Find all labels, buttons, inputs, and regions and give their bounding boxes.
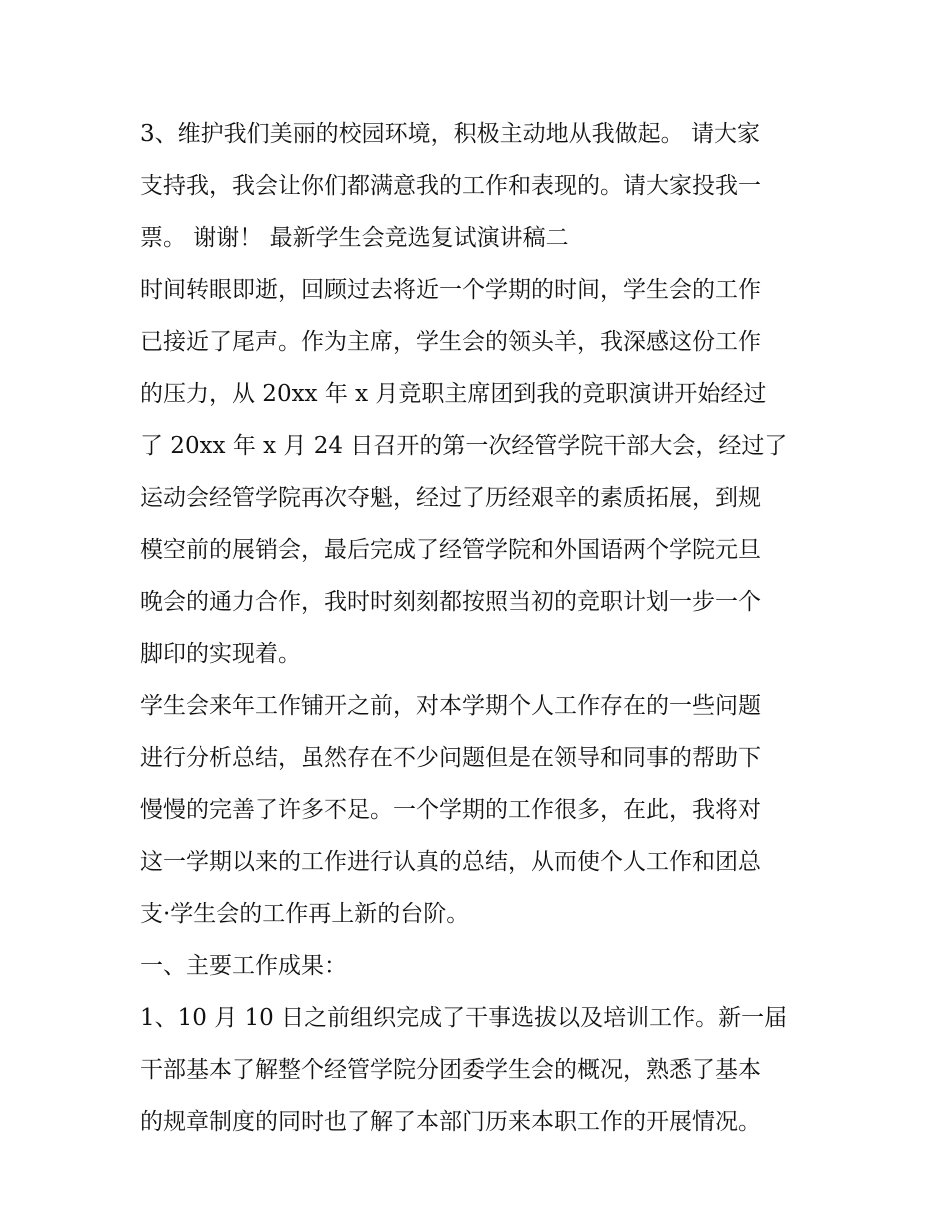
- text-line: 了 20xx 年 x 月 24 日召开的第一次经管学院干部大会，经过了: [140, 433, 788, 459]
- text-line: 已接近了尾声。作为主席，学生会的领头羊，我深感这份工作: [140, 329, 761, 355]
- text-line: 支·学生会的工作再上新的台阶。: [140, 901, 470, 927]
- text-line: 晚会的通力合作，我时时刻刻都按照当初的竞职计划一步一个: [140, 589, 761, 615]
- document-body: [140, 108, 820, 1148]
- text-line: 时间转眼即逝，回顾过去将近一个学期的时间，学生会的工作: [140, 277, 761, 303]
- text-line: 的压力，从 20xx 年 x 月竞职主席团到我的竞职演讲开始经过: [140, 381, 767, 407]
- text-line: 的规章制度的同时也了解了本部门历来本职工作的开展情况。: [140, 1109, 761, 1135]
- text-line: 运动会经管学院再次夺魁，经过了历经艰辛的素质拓展，到规: [140, 485, 761, 511]
- section-heading: 一、主要工作成果：: [140, 953, 347, 979]
- text-line: 1、10 月 10 日之前组织完成了干事选拔以及培训工作。新一届: [140, 1005, 788, 1031]
- text-line: 慢慢的完善了许多不足。一个学期的工作很多，在此，我将对: [140, 797, 761, 823]
- text-line: 模空前的展销会，最后完成了经管学院和外国语两个学院元旦: [140, 537, 761, 563]
- text-line: 票。 谢谢！ 最新学生会竞选复试演讲稿二: [140, 225, 569, 251]
- text-line: 3、维护我们美丽的校园环境，积极主动地从我做起。 请大家: [140, 121, 760, 147]
- text-line: 学生会来年工作铺开之前，对本学期个人工作存在的一些问题: [140, 693, 761, 719]
- text-line: 脚印的实现着。: [140, 641, 301, 667]
- text-line: 干部基本了解整个经管学院分团委学生会的概况，熟悉了基本: [140, 1057, 761, 1083]
- text-line: 进行分析总结，虽然存在不少问题但是在领导和同事的帮助下: [140, 745, 761, 771]
- text-line: 这一学期以来的工作进行认真的总结，从而使个人工作和团总: [140, 849, 761, 875]
- text-line: 支持我，我会让你们都满意我的工作和表现的。请大家投我一: [140, 173, 761, 199]
